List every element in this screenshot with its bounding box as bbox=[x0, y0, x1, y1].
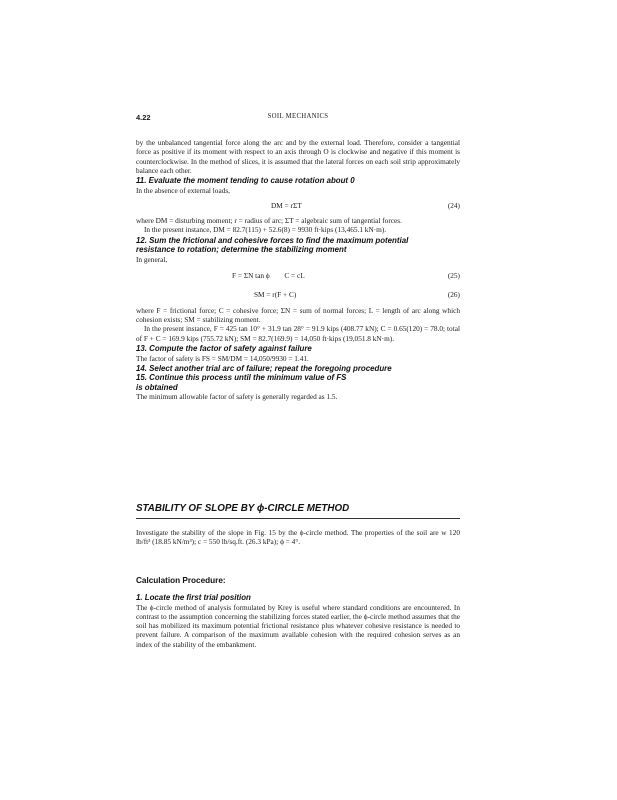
step-11-lead: In the absence of external loads, bbox=[136, 185, 231, 195]
step-11-heading: 11. Evaluate the moment tending to cause rotation about 0 bbox=[136, 176, 355, 186]
page-number: 4.22 bbox=[136, 113, 151, 122]
step-11-instance: In the present instance, DM = 82.7(115) + 52.6(8) = 9930 ft·kips (13,465.1 kN·m). bbox=[144, 225, 387, 235]
problem-statement bbox=[136, 528, 460, 547]
equation-26 bbox=[136, 289, 460, 300]
problem-text: Investigate the stability of the slope in Fig. 15 by the ϕ-circle method. The properties of the soil are w 120 lb/ft³ (18.85 kN/m³); c = 550 lb/sq.ft. (26.3 kPa); ϕ = 4°. bbox=[136, 528, 460, 547]
step-12-instance: In the present instance, F = 425 tan 10° + 31.9 tan 28° = 91.9 kips (408.77 kN); C = 0.65(120) = 78.0; total of F + C = 169.9 kips (755.72 kN); SM = 82.7(169.9) = 14,050 ft·kips (19,051.8 kN·m). bbox=[136, 324, 460, 343]
body-text-bottom bbox=[136, 593, 460, 649]
step-11-where: where DM = disturbing moment; r = radius of arc; ΣT = algebraic sum of tangential forces. bbox=[136, 215, 402, 225]
step-15-text: The minimum allowable factor of safety is generally regarded as 1.5. bbox=[136, 392, 338, 402]
calc-procedure-heading: Calculation Procedure: bbox=[136, 576, 226, 585]
step-12-heading: 12. Sum the frictional and cohesive forces to find the maximum potential resistance to rotation; determine the stabilizing moment bbox=[136, 235, 409, 255]
equation-25 bbox=[136, 270, 460, 281]
section-heading-block bbox=[136, 503, 460, 519]
running-title: SOIL MECHANICS bbox=[267, 113, 329, 120]
intro-paragraph: by the unbalanced tangential force along the arc and by the external load. Therefore, consider a tangential force as positive if its moment with respect to an axis through O is clockwise and negative if this moment is counterclockwise. In the method of slices, it is assumed that the lateral forces on each soil strip approximately balance each other. bbox=[136, 138, 460, 175]
equation-26-number: (26) bbox=[447, 289, 460, 299]
running-header bbox=[136, 113, 460, 123]
body-text-top bbox=[136, 138, 460, 402]
section-title: STABILITY OF SLOPE BY ϕ-CIRCLE METHOD bbox=[136, 503, 350, 514]
step-15-heading: 15. Continue this process until the minimum value of FS is obtained bbox=[136, 373, 347, 392]
step-12-where: where F = frictional force; C = cohesive force; ΣN = sum of normal forces; L = length of arc along which cohesion exists; SM = stabilizing moment. bbox=[136, 305, 460, 325]
equation-25-number: (25) bbox=[447, 270, 460, 280]
step-1-heading: 1. Locate the first trial position bbox=[136, 593, 251, 602]
step-1-text: The ϕ-circle method of analysis formulated by Krey is useful where standard conditions are encountered. In contrast to the assumption concerning the stabilizing forces stated earlier, the ϕ-circle method assumes that the soil has mobilized its maximum potential frictional resistance plus whatever cohesive resistance is needed to prevent failure. A comparison of the maximum available cohesion with the required cohesion serves as an index of the stability of the embankment. bbox=[136, 602, 460, 649]
calculation-procedure bbox=[136, 576, 460, 586]
equation-24-text: DM = rΣT bbox=[271, 200, 302, 210]
step-13-text: The factor of safety is FS = SM/DM = 14,050/9930 = 1.41. bbox=[136, 353, 309, 363]
equation-24 bbox=[136, 200, 460, 211]
equation-25-text: F = ΣN tan ϕ C = cL bbox=[232, 270, 305, 280]
section-rule bbox=[136, 518, 460, 519]
step-13-heading: 13. Compute the factor of safety against failure bbox=[136, 344, 312, 354]
step-12-lead: In general, bbox=[136, 254, 168, 264]
step-14-heading: 14. Select another trial arc of failure; repeat the foregoing procedure bbox=[136, 363, 392, 373]
equation-24-number: (24) bbox=[447, 200, 460, 210]
equation-26-text: SM = r(F + C) bbox=[254, 289, 297, 299]
